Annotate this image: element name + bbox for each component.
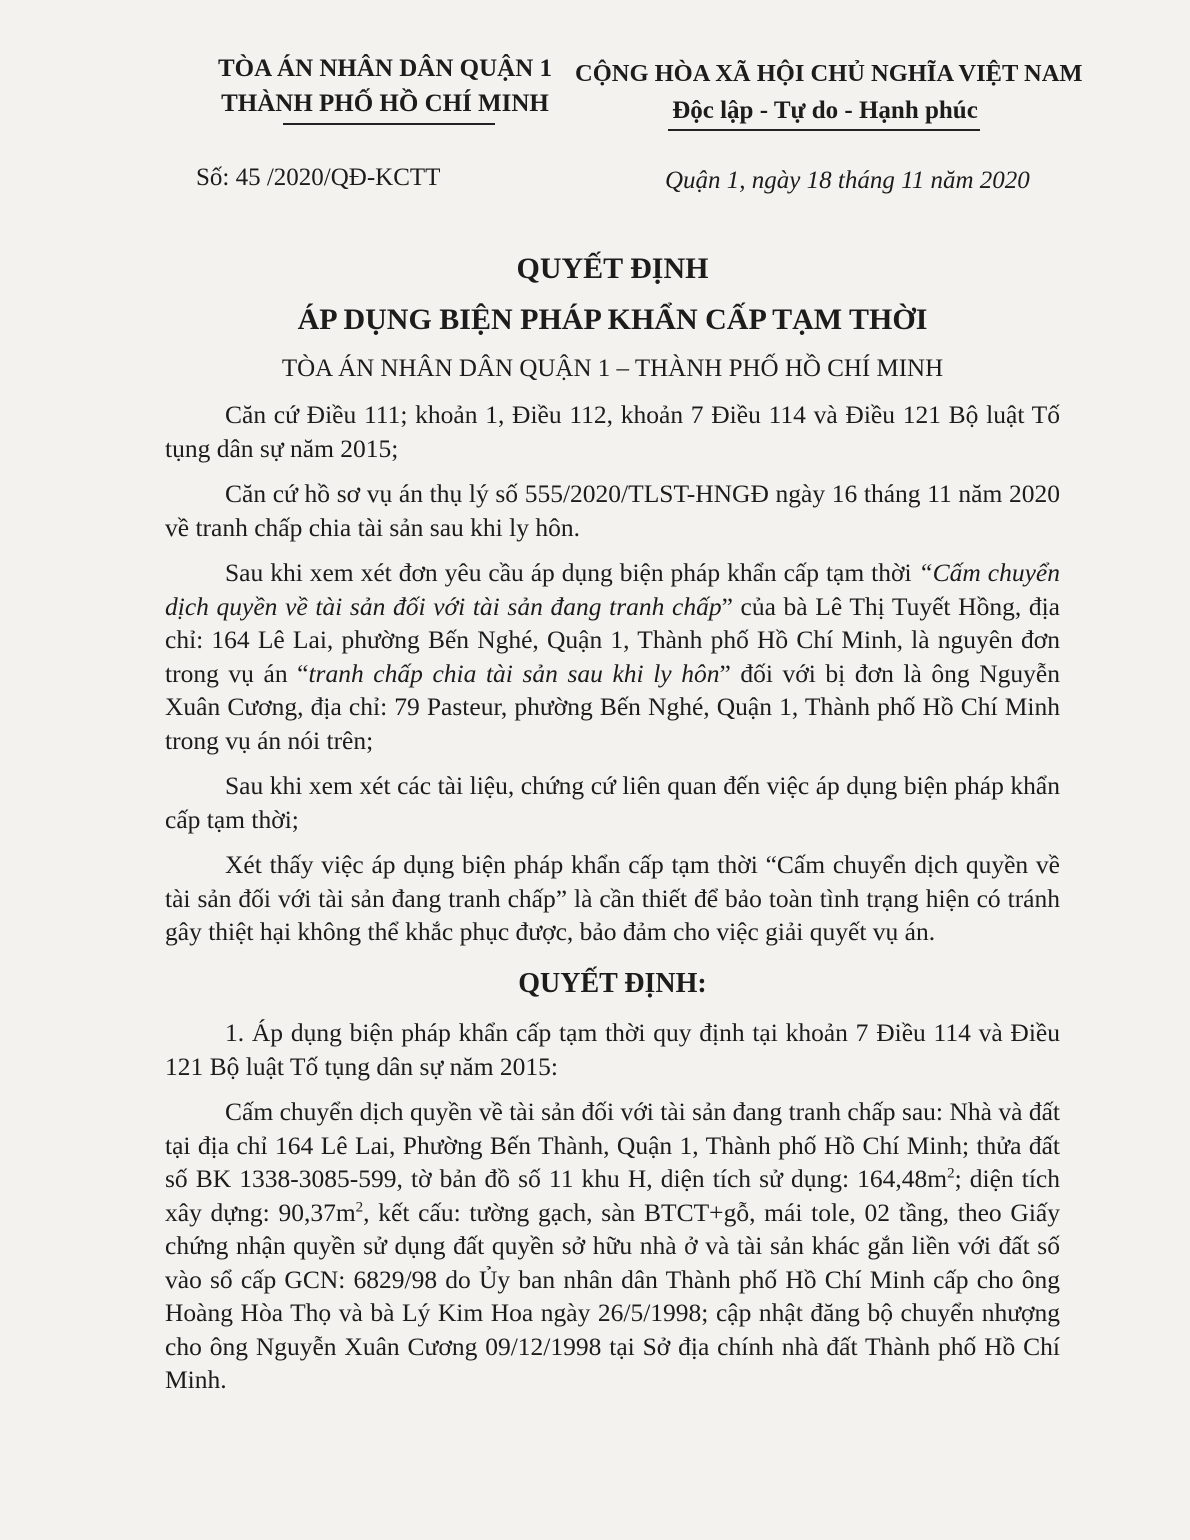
document-body — [165, 398, 1060, 1397]
document-number: Số: 45 /2020/QĐ-KCTT — [196, 164, 441, 191]
superscript-2: 2 — [355, 1199, 364, 1215]
decision-heading: QUYẾT ĐỊNH: — [518, 967, 707, 999]
issuing-court: TÒA ÁN NHÂN DÂN QUẬN 1 – THÀNH PHỐ HỒ CHÍ MINH — [281, 355, 944, 382]
nation-motto: Độc lập - Tự do - Hạnh phúc — [672, 97, 978, 124]
preamble-p3-italic-2: tranh chấp chia tài sản sau khi ly hôn — [308, 658, 720, 688]
court-underline — [283, 123, 495, 125]
motto-underline — [668, 129, 980, 131]
preamble-p3-text-a: Sau khi xem xét đơn yêu cầu áp dụng biện pháp khẩn cấp tạm thời — [225, 558, 919, 587]
decision-p2-text-c: , kết cấu: tường gạch, sàn BTCT+gỗ, mái tole, 02 tầng, theo Giấy chứng nhận quyền sử dụng đất quyền sở hữu nhà ở và tài sản khác gắn liền với đất số vào sổ cấp GCN: 6829/98 do Ủy ban nhân dân Thành phố Hồ Chí Minh cấp cho ông Hoàng Hòa Thọ và bà Lý Kim Hoa ngày 26/5/1998; cập nhật đăng bộ chuyển nhượng cho ông Nguyễn Xuân Cương 09/12/1998 tại Sở địa chính nhà đất Thành phố Hồ Chí Minh. — [165, 1197, 1060, 1394]
decision-paragraph-2 — [165, 1095, 1060, 1397]
court-name-line1: TÒA ÁN NHÂN DÂN QUẬN 1 — [217, 55, 553, 82]
preamble-p3-italic-1: “Cấm chuyển dịch quyền về tài sản đối với tài sản đang tranh chấp — [165, 558, 1060, 621]
preamble-p3-text-b: ” của bà Lê Thị Tuyết Hồng, địa chỉ: 164 Lê Lai, phường Bến Nghé, Quận 1, Thành phố Hồ Chí Minh, là nguyên đơn trong vụ án “ — [165, 591, 1060, 688]
preamble-paragraph-5: Xét thấy việc áp dụng biện pháp khẩn cấp tạm thời “Cấm chuyển dịch quyền về tài sản đối với tài sản đang tranh chấp” là cần thiết để bảo toàn tình trạng hiện có tránh gây thiệt hại không thể khắc phục được, bảo đảm cho việc giải quyết vụ án. — [165, 850, 1060, 946]
preamble-paragraph-1: Căn cứ Điều 111; khoản 1, Điều 112, khoản 7 Điều 114 và Điều 121 Bộ luật Tố tụng dân sự năm 2015; — [165, 400, 1060, 463]
preamble-paragraph-2: Căn cứ hồ sơ vụ án thụ lý số 555/2020/TLST-HNGĐ ngày 16 tháng 11 năm 2020 về tranh chấp chia tài sản sau khi ly hôn. — [165, 479, 1060, 542]
document-title: QUYẾT ĐỊNH — [516, 252, 709, 285]
decision-paragraph-1: 1. Áp dụng biện pháp khẩn cấp tạm thời quy định tại khoản 7 Điều 114 và Điều 121 Bộ luật Tố tụng dân sự năm 2015: — [165, 1018, 1060, 1081]
place-and-date: Quận 1, ngày 18 tháng 11 năm 2020 — [665, 167, 1030, 194]
document-subtitle: ÁP DỤNG BIỆN PHÁP KHẨN CẤP TẠM THỜI — [297, 303, 928, 336]
preamble-paragraph-4: Sau khi xem xét các tài liệu, chứng cứ liên quan đến việc áp dụng biện pháp khẩn cấp tạm thời; — [165, 771, 1060, 834]
nation-name: CỘNG HÒA XÃ HỘI CHỦ NGHĨA VIỆT NAM — [575, 60, 1083, 87]
superscript-2: 2 — [947, 1165, 955, 1182]
decision-p2-text-a: Cấm chuyển dịch quyền về tài sản đối với tài sản đang tranh chấp sau: Nhà và đất tại địa chỉ 164 Lê Lai, Phường Bến Thành, Quận 1, Thành phố Hồ Chí Minh; thửa đất số BK 1338-3085-599, tờ bản đồ số 11 khu H, diện tích sử dụng: 164,48m — [165, 1097, 1060, 1193]
court-name-line2: THÀNH PHỐ HỒ CHÍ MINH — [221, 90, 549, 117]
decision-p2-text-b: ; diện tích xây dựng: 90,37m — [165, 1164, 1060, 1227]
preamble-paragraph-3 — [165, 556, 1060, 757]
preamble-p3-text-c: ” đối với bị đơn là ông Nguyễn Xuân Cương, địa chỉ: 79 Pasteur, phường Bến Nghé, Quận 1, Thành phố Hồ Chí Minh trong vụ án nói trên; — [165, 658, 1060, 755]
